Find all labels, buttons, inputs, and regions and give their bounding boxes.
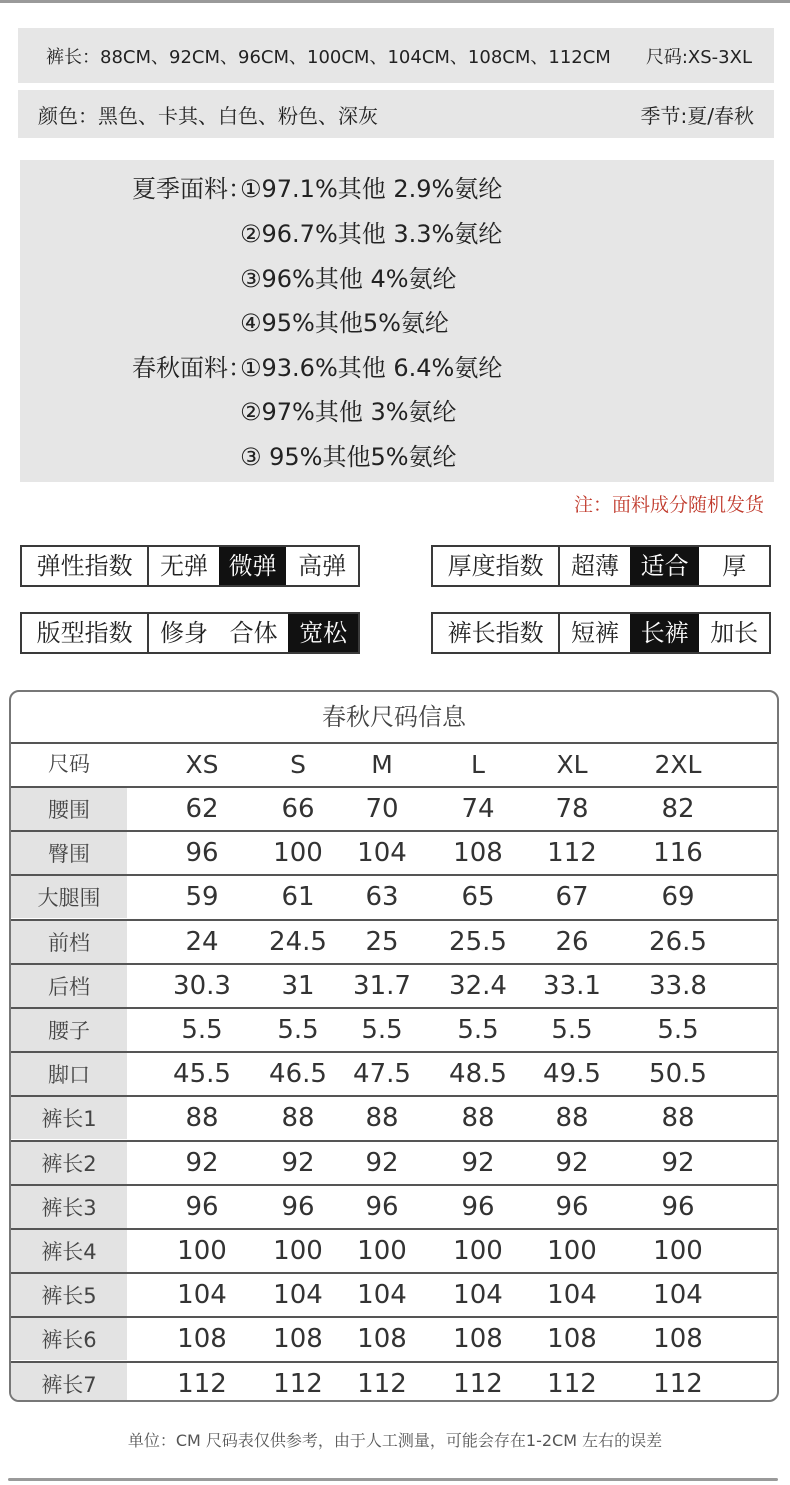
fabric-row bbox=[20, 214, 774, 254]
size-cell: 88 bbox=[281, 1103, 315, 1134]
size-cell: 88 bbox=[365, 1103, 399, 1134]
size-range-text: 尺码:XS-3XL bbox=[645, 46, 752, 68]
size-table-row bbox=[11, 830, 777, 874]
fit-index bbox=[20, 612, 360, 654]
fabric-value: ②97%其他 3%氨纶 bbox=[240, 398, 457, 426]
size-cell: 112 bbox=[357, 1368, 407, 1399]
fabric-row bbox=[20, 303, 774, 343]
size-row-label: 后档 bbox=[11, 965, 127, 1007]
size-header-label: 尺码 bbox=[48, 752, 90, 776]
size-cell: 96 bbox=[185, 838, 219, 869]
fabric-value: ①93.6%其他 6.4%氨纶 bbox=[240, 354, 503, 382]
size-chart-title: 春秋尺码信息 bbox=[11, 692, 777, 744]
season-text: 季节:夏/春秋 bbox=[640, 103, 754, 128]
size-cell: 112 bbox=[547, 1368, 597, 1399]
size-row-label: 前档 bbox=[11, 921, 127, 963]
size-table-row bbox=[11, 1361, 777, 1402]
size-table-row bbox=[11, 1095, 777, 1139]
size-cell: 25.5 bbox=[449, 926, 507, 957]
size-cell: 5.5 bbox=[361, 1015, 403, 1045]
summer-fabric-label: 夏季面料： bbox=[132, 175, 252, 203]
size-cell: 92 bbox=[365, 1147, 399, 1178]
fit-index-title: 版型指数 bbox=[22, 614, 149, 652]
size-cell: 96 bbox=[281, 1191, 315, 1222]
size-cell: 92 bbox=[185, 1147, 219, 1178]
size-header-cell: XL bbox=[556, 750, 588, 779]
size-cell: 100 bbox=[357, 1236, 407, 1266]
spring-autumn-fabric-label: 春秋面料： bbox=[132, 354, 252, 382]
size-table-row bbox=[11, 963, 777, 1007]
size-cell: 104 bbox=[453, 1280, 503, 1311]
size-cell: 88 bbox=[555, 1103, 589, 1134]
size-cell: 65 bbox=[461, 882, 495, 913]
size-cell: 24.5 bbox=[269, 926, 327, 957]
size-cell: 88 bbox=[185, 1103, 219, 1134]
size-cell: 5.5 bbox=[277, 1015, 319, 1045]
size-cell: 33.1 bbox=[543, 970, 601, 1001]
size-cell: 92 bbox=[461, 1147, 495, 1178]
size-cell: 96 bbox=[661, 1191, 695, 1222]
size-cell: 5.5 bbox=[181, 1015, 223, 1045]
size-header-cell: L bbox=[471, 750, 485, 779]
size-chart bbox=[9, 690, 779, 1402]
length-size-bar bbox=[18, 28, 774, 83]
size-cell: 96 bbox=[365, 1191, 399, 1222]
measurement-footnote: 单位：CM 尺码表仅供参考，由于人工测量，可能会存在1-2CM 左右的误差 bbox=[127, 1431, 663, 1450]
fabric-value: ③96%其他 4%氨纶 bbox=[240, 265, 457, 293]
size-cell: 5.5 bbox=[551, 1015, 593, 1045]
size-cell: 108 bbox=[653, 1324, 703, 1355]
size-cell: 112 bbox=[653, 1368, 703, 1399]
size-row-label: 大腿围 bbox=[11, 876, 127, 918]
size-table-row bbox=[11, 1140, 777, 1184]
size-cell: 104 bbox=[357, 838, 407, 869]
size-row-label: 腰围 bbox=[11, 788, 127, 830]
size-cell: 92 bbox=[555, 1147, 589, 1178]
size-header-cell: M bbox=[371, 750, 393, 779]
size-table-row bbox=[11, 1272, 777, 1316]
size-cell: 33.8 bbox=[649, 970, 707, 1001]
size-cell: 112 bbox=[453, 1368, 503, 1399]
size-cell: 108 bbox=[357, 1324, 407, 1355]
length-option: 短裤 bbox=[571, 619, 620, 647]
size-table-row bbox=[11, 919, 777, 963]
size-table-row bbox=[11, 1051, 777, 1095]
size-cell: 61 bbox=[281, 882, 315, 913]
size-row-label: 臀围 bbox=[11, 832, 127, 874]
size-cell: 100 bbox=[177, 1236, 227, 1266]
fabric-value: ②96.7%其他 3.3%氨纶 bbox=[240, 220, 503, 248]
size-table-row bbox=[11, 1316, 777, 1360]
size-row-label: 裤长3 bbox=[11, 1186, 127, 1228]
size-cell: 104 bbox=[273, 1280, 323, 1311]
length-options-text: 裤长：88CM、92CM、96CM、100CM、104CM、108CM、112CM bbox=[46, 46, 611, 68]
size-row-label: 裤长4 bbox=[11, 1230, 127, 1272]
color-options-text: 颜色：黑色、卡其、白色、粉色、深灰 bbox=[38, 103, 378, 128]
length-index bbox=[431, 612, 771, 654]
fit-option-selected: 宽松 bbox=[288, 614, 358, 652]
size-cell: 100 bbox=[273, 1236, 323, 1266]
fabric-value: ③ 95%其他5%氨纶 bbox=[240, 443, 457, 471]
top-divider bbox=[0, 0, 790, 3]
size-cell: 25 bbox=[365, 926, 399, 957]
size-cell: 96 bbox=[185, 1191, 219, 1222]
fabric-row bbox=[20, 259, 774, 299]
size-cell: 108 bbox=[177, 1324, 227, 1355]
size-row-label: 脚口 bbox=[11, 1053, 127, 1095]
fabric-value: ①97.1%其他 2.9%氨纶 bbox=[240, 175, 503, 203]
size-cell: 82 bbox=[661, 794, 695, 824]
size-row-label: 裤长7 bbox=[11, 1363, 127, 1402]
color-season-bar bbox=[18, 90, 774, 138]
size-table-row bbox=[11, 1228, 777, 1272]
elasticity-option: 无弹 bbox=[160, 552, 209, 580]
size-cell: 108 bbox=[453, 838, 503, 869]
thickness-option-selected: 适合 bbox=[630, 547, 700, 585]
size-row-label: 裤长1 bbox=[11, 1097, 127, 1139]
size-cell: 26 bbox=[555, 926, 589, 957]
size-cell: 67 bbox=[555, 882, 589, 913]
size-cell: 26.5 bbox=[649, 926, 707, 957]
length-index-title: 裤长指数 bbox=[433, 614, 560, 652]
size-cell: 96 bbox=[555, 1191, 589, 1222]
fit-option: 修身 bbox=[160, 619, 209, 647]
length-option-selected: 长裤 bbox=[630, 614, 700, 652]
elasticity-index-title: 弹性指数 bbox=[22, 547, 149, 585]
size-cell: 112 bbox=[547, 838, 597, 869]
thickness-index-title: 厚度指数 bbox=[433, 547, 560, 585]
size-header-cell: S bbox=[290, 750, 306, 779]
size-cell: 104 bbox=[547, 1280, 597, 1311]
fabric-row bbox=[20, 169, 774, 209]
size-row-label: 裤长6 bbox=[11, 1318, 127, 1360]
fit-option: 合体 bbox=[229, 619, 278, 647]
size-cell: 50.5 bbox=[649, 1059, 707, 1090]
size-cell: 5.5 bbox=[657, 1015, 699, 1045]
size-cell: 88 bbox=[461, 1103, 495, 1134]
elasticity-option: 高弹 bbox=[298, 552, 347, 580]
size-cell: 92 bbox=[661, 1147, 695, 1178]
size-cell: 45.5 bbox=[173, 1059, 231, 1090]
size-header-cell: 2XL bbox=[654, 750, 702, 779]
size-cell: 66 bbox=[281, 794, 315, 824]
size-cell: 47.5 bbox=[353, 1059, 411, 1090]
size-cell: 108 bbox=[547, 1324, 597, 1355]
size-cell: 46.5 bbox=[269, 1059, 327, 1090]
size-cell: 108 bbox=[453, 1324, 503, 1355]
size-cell: 116 bbox=[653, 838, 703, 869]
fabric-row bbox=[20, 348, 774, 388]
fabric-row bbox=[20, 437, 774, 477]
size-row-label: 腰子 bbox=[11, 1009, 127, 1051]
size-cell: 49.5 bbox=[543, 1059, 601, 1090]
elasticity-index bbox=[20, 545, 360, 587]
size-cell: 112 bbox=[177, 1368, 227, 1399]
thickness-option: 厚 bbox=[722, 552, 747, 580]
size-cell: 62 bbox=[185, 794, 219, 824]
size-cell: 63 bbox=[365, 882, 399, 913]
size-cell: 108 bbox=[273, 1324, 323, 1355]
size-cell: 96 bbox=[461, 1191, 495, 1222]
size-cell: 104 bbox=[653, 1280, 703, 1311]
size-cell: 74 bbox=[461, 794, 495, 824]
size-cell: 59 bbox=[185, 882, 219, 913]
size-cell: 31.7 bbox=[353, 970, 411, 1001]
size-cell: 31 bbox=[281, 970, 315, 1001]
size-cell: 104 bbox=[177, 1280, 227, 1311]
size-row-label: 裤长5 bbox=[11, 1274, 127, 1316]
size-cell: 78 bbox=[555, 794, 589, 824]
thickness-index bbox=[431, 545, 771, 587]
elasticity-option-selected: 微弹 bbox=[219, 547, 287, 585]
fabric-row bbox=[20, 392, 774, 432]
size-cell: 48.5 bbox=[449, 1059, 507, 1090]
size-row-label: 裤长2 bbox=[11, 1142, 127, 1184]
size-cell: 88 bbox=[661, 1103, 695, 1134]
size-table-row bbox=[11, 1184, 777, 1228]
fabric-note: 注：面料成分随机发货 bbox=[573, 494, 764, 516]
size-cell: 69 bbox=[661, 882, 695, 913]
size-cell: 32.4 bbox=[449, 970, 507, 1001]
size-cell: 92 bbox=[281, 1147, 315, 1178]
size-cell: 24 bbox=[185, 926, 219, 957]
thickness-option: 超薄 bbox=[571, 552, 620, 580]
size-header-cell: XS bbox=[185, 750, 219, 779]
bottom-divider bbox=[8, 1478, 778, 1481]
size-cell: 100 bbox=[273, 838, 323, 869]
size-chart-header bbox=[11, 742, 777, 786]
size-table-row bbox=[11, 874, 777, 918]
size-cell: 100 bbox=[547, 1236, 597, 1266]
size-cell: 100 bbox=[653, 1236, 703, 1266]
size-table-row bbox=[11, 786, 777, 830]
fabric-composition-panel bbox=[20, 160, 774, 482]
size-cell: 100 bbox=[453, 1236, 503, 1266]
size-cell: 70 bbox=[365, 794, 399, 824]
size-table-row bbox=[11, 1007, 777, 1051]
fabric-value: ④95%其他5%氨纶 bbox=[240, 309, 449, 337]
size-cell: 5.5 bbox=[457, 1015, 499, 1045]
size-cell: 112 bbox=[273, 1368, 323, 1399]
size-cell: 30.3 bbox=[173, 970, 231, 1001]
length-option: 加长 bbox=[710, 619, 759, 647]
size-cell: 104 bbox=[357, 1280, 407, 1311]
